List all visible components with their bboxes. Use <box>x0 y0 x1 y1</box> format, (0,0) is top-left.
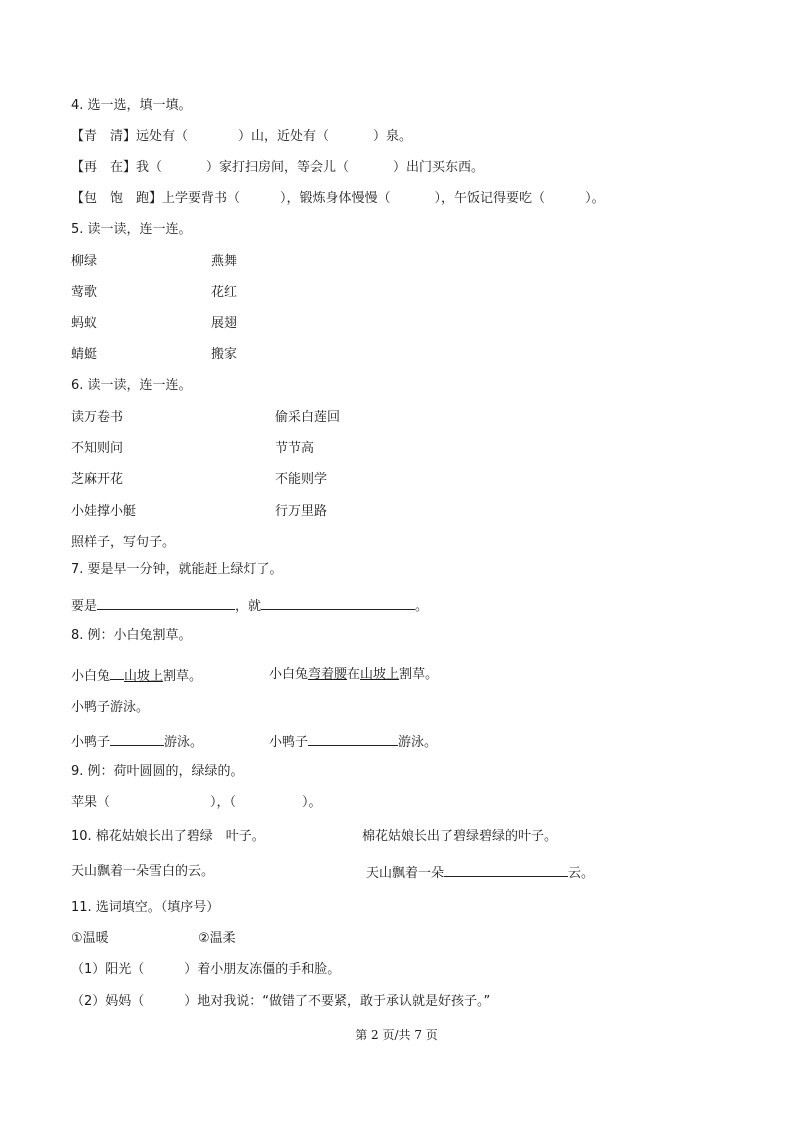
q8-example-right: 小白兔弯着腰在山坡上割草。 <box>269 667 439 682</box>
q10-left-sentence: 天山飘着一朵雪白的云。 <box>71 864 215 879</box>
q9-fill: 苹果（ ），（ ）。 <box>71 795 322 810</box>
q6-right-item: 行万里路 <box>275 504 328 519</box>
q6-title: 6. 读一读，连一连。 <box>71 378 192 393</box>
q9-title: 9. 例：荷叶圆圆的，绿绿的。 <box>71 764 244 779</box>
q7-blank-1[interactable] <box>97 597 235 610</box>
q6-right-item: 不能则学 <box>275 472 328 487</box>
q6-left-item: 小娃撑小艇 <box>71 504 137 519</box>
q5-right-item: 搬家 <box>211 347 238 362</box>
q7-fill: 要是 ，就 。 <box>71 599 429 614</box>
q6-right-item: 偷采白莲回 <box>275 410 341 425</box>
q6-left-item: 芝麻开花 <box>71 472 124 487</box>
q7-title: 7. 要是早一分钟，就能赶上绿灯了。 <box>71 562 283 577</box>
q4-row1: 【青 清】远处有（ ）山，近处有（ ）泉。 <box>71 129 413 144</box>
q5-right-item: 花红 <box>211 285 238 300</box>
q8-fill-right: 小鸭子 游泳。 <box>269 735 438 750</box>
q5-left-item: 蜻蜓 <box>71 347 98 362</box>
q6-right-item: 节节高 <box>275 441 315 456</box>
q11-sentence-2: （2）妈妈（ ）地对我说：“做错了不要紧，敢于承认就是好孩子。” <box>71 994 491 1009</box>
q11-option-2: ②温柔 <box>198 931 236 946</box>
q4-row2: 【再 在】我（ ）家打扫房间，等会儿（ ）出门买东西。 <box>71 160 485 175</box>
q8-example-left: 小白兔 山坡上割草。 <box>71 669 203 684</box>
q5-left-item: 蚂蚁 <box>71 316 98 331</box>
q4-row2-options: 【再 在】 <box>71 160 137 175</box>
q10-right-fill: 天山飘着一朵 云。 <box>366 866 595 881</box>
q7-blank-2[interactable] <box>261 597 415 610</box>
q8-prompt: 小鸭子游泳。 <box>71 700 150 715</box>
q5-left-item: 柳绿 <box>71 254 98 269</box>
q11-sentence-1: （1）阳光（ ）着小朋友冻僵的手和脸。 <box>71 962 341 977</box>
q8-blank-1[interactable] <box>110 733 164 746</box>
q4-row3-options: 【包 饱 跑】 <box>71 191 163 206</box>
q4-title: 4. 选一选，填一填。 <box>71 98 192 113</box>
q5-left-item: 莺歌 <box>71 285 98 300</box>
q11-option-1: ①温暖 <box>71 931 109 946</box>
q10-blank[interactable] <box>444 864 568 877</box>
q8-fill-left: 小鸭子 游泳。 <box>71 735 204 750</box>
section-title: 照样子，写句子。 <box>71 535 176 550</box>
q8-title: 8. 例：小白兔割草。 <box>71 628 192 643</box>
q6-left-item: 读万卷书 <box>71 410 124 425</box>
q4-row1-options: 【青 清】 <box>71 129 137 144</box>
q5-right-item: 燕舞 <box>211 254 238 269</box>
q10-title-right: 棉花姑娘长出了碧绿碧绿的叶子。 <box>362 829 558 844</box>
q8-blank-2[interactable] <box>308 733 398 746</box>
q11-title: 11. 选词填空。（填序号） <box>71 900 220 915</box>
q5-title: 5. 读一读，连一连。 <box>71 222 192 237</box>
q10-title-left: 10. 棉花姑娘长出了碧绿 叶子。 <box>71 829 265 844</box>
q4-row3: 【包 饱 跑】上学要背书（ ），锻炼身体慢慢（ ），午饭记得要吃（ ）。 <box>71 191 605 206</box>
q6-left-item: 不知则问 <box>71 441 124 456</box>
page-footer: 第 2 页/共 7 页 <box>355 1028 438 1042</box>
q5-right-item: 展翅 <box>211 316 238 331</box>
